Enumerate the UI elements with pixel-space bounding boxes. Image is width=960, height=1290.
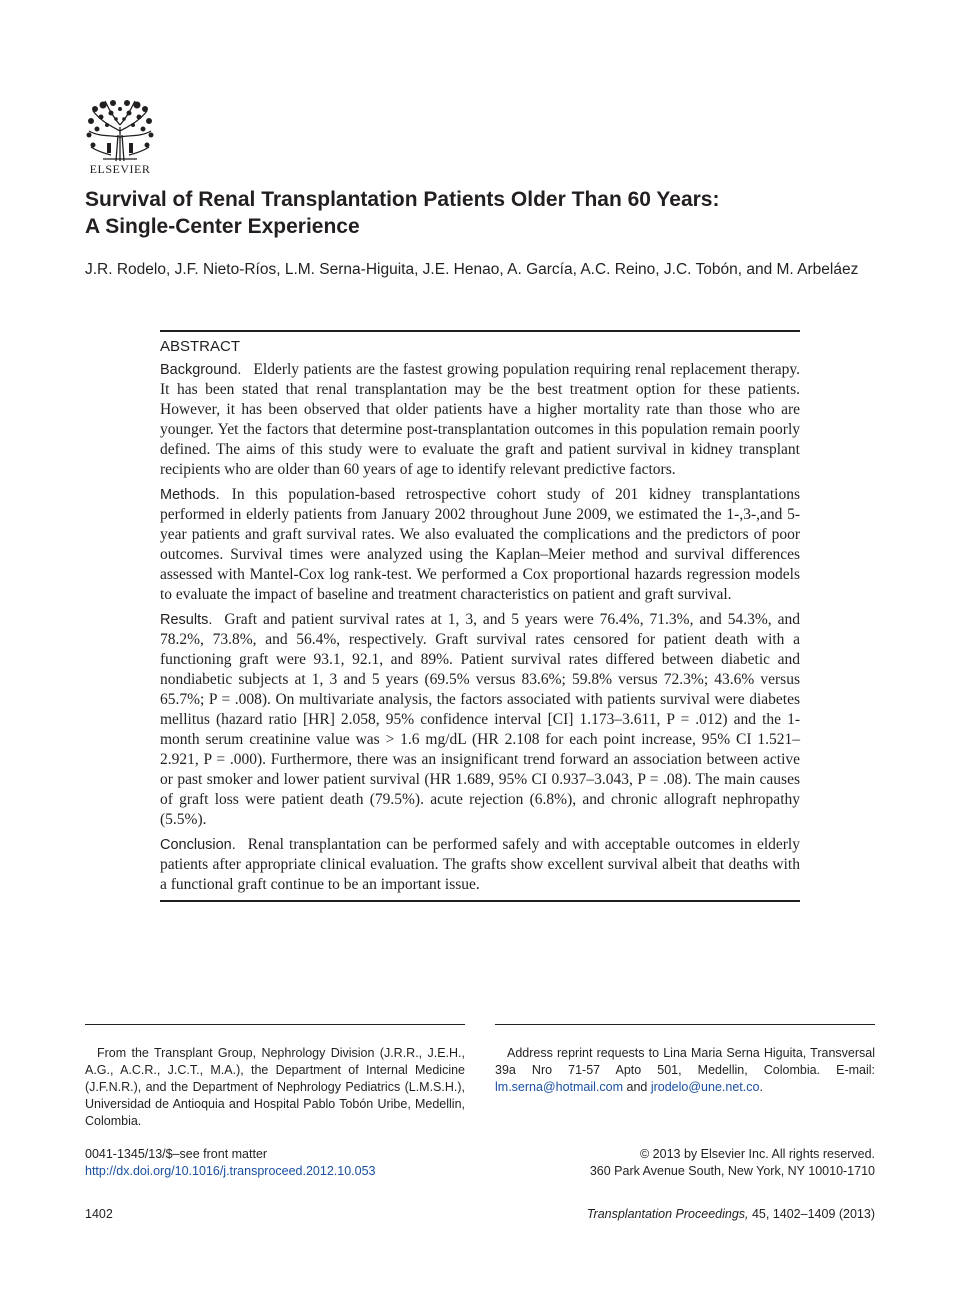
email-link[interactable]: lm.serna@hotmail.com — [495, 1080, 624, 1094]
author-list: J.R. Rodelo, J.F. Nieto-Ríos, L.M. Serna-Higuita, J.E. Henao, A. García, A.C. Reino, J.C. Tobón, and M. Arbeláez — [85, 261, 859, 278]
section-text: Elderly patients are the fastest growing population requiring renal replacement therapy. It has been stated that renal transplantation may be the best treatment option for these patients. However, it has been observed that older patients have a higher mortality rate than those who are younger. Yet the factors that determine post-transplantation outcomes in this population remain poorly defined. The aims of this study were to evaluate the graft and patient survival in kidney transplant recipients who are older than 60 years of age to identify relevant predictive factors. — [160, 361, 800, 478]
affiliation-footnote: From the Transplant Group, Nephrology Division (J.R.R., J.E.H., A.G., A.C.R., J.C.T., M.A.), the Department of Internal Medicine (J.F.N.R.), and the Department of Nephrology Pediatrics (L.M.S.H.), Universidad de Antioquia and Hospital Pablo Tobón Uribe, Medellin, Colombia. — [85, 1046, 465, 1128]
citation-details: 45, 1402–1409 (2013) — [748, 1207, 875, 1221]
journal-name: Transplantation Proceedings, — [586, 1207, 749, 1221]
abstract-results — [160, 610, 800, 830]
reprint-footnote — [495, 1045, 875, 1096]
article-title-line1: Survival of Renal Transplantation Patients Older Than 60 Years: — [85, 188, 720, 211]
and-text: and — [626, 1080, 648, 1094]
issn-line: 0041-1345/13/$–see front matter — [85, 1147, 268, 1161]
publisher-address: 360 Park Avenue South, New York, NY 10010-1710 — [589, 1164, 875, 1178]
section-label: Conclusion. — [160, 837, 236, 853]
page-number: 1402 — [85, 1207, 113, 1221]
elsevier-tree-icon — [83, 97, 157, 163]
footnote-rule-left — [85, 1024, 465, 1025]
footnote-rule-right — [495, 1024, 875, 1025]
copyright-line: © 2013 by Elsevier Inc. All rights reserved. — [639, 1147, 875, 1161]
section-label: Results. — [160, 612, 213, 628]
email-link[interactable]: jrodelo@une.net.co — [650, 1080, 760, 1094]
section-text: Graft and patient survival rates at 1, 3, and 5 years were 76.4%, 71.3%, and 54.3%, and 78.2%, 73.8%, and 56.4%, respectively. Graft survival rates censored for patient death with a functioning graft were 93.1, 92.1, and 89%. Patient survival rates differed between diabetic and nondiabetic subjects at 1, 3 and 5 years (69.5% versus 83.6%; 59.8% versus 72.3%; 43.6% versus 65.7%; P = .008). On multivariate analysis, the factors associated with patients survival were diabetes mellitus (hazard ratio [HR] 2.058, 95% confidence interval [CI] 1.173–3.611, P = .012) and the 1-month serum creatinine value was > 1.6 mg/dL (HR 2.108 for each point increase, 95% CI 1.521–2.921, P = .000). Furthermore, there was an insignificant trend forward an association between active or past smoker and lower patient survival (HR 1.689, 95% CI 0.937–3.043, P = .08). The main causes of graft loss were patient death (79.5%). acute rejection (6.8%), and chronic allograft nephropathy (5.5%). — [160, 611, 800, 828]
reprint-text: Address reprint requests to Lina Maria Serna Higuita, Transversal 39a Nro 71-57 Apto 501, Medellin, Colombia. E-mail: — [495, 1046, 875, 1077]
abstract-bottom-rule — [160, 900, 800, 902]
section-label: Background. — [160, 362, 242, 378]
journal-citation — [587, 1206, 875, 1223]
abstract-conclusion — [160, 835, 800, 895]
article-title — [85, 186, 845, 240]
abstract-methods — [160, 485, 800, 605]
article-title-line2: A Single-Center Experience — [85, 215, 360, 238]
abstract-top-rule — [160, 330, 800, 332]
elsevier-wordmark: ELSEVIER — [89, 162, 151, 176]
doi-link[interactable]: http://dx.doi.org/10.1016/j.transproceed.2012.10.053 — [85, 1164, 376, 1178]
section-text: Renal transplantation can be performed safely and with acceptable outcomes in elderly patients after appropriate clinical evaluation. The grafts show excellent survival albeit that deaths with a functional graft continue to be an important issue. — [160, 836, 800, 893]
section-text: In this population-based retrospective cohort study of 201 kidney transplantations performed in elderly patients from January 2002 throughout June 2009, we estimated the 1-,3-,and 5-year patients and graft survival rates. We also evaluated the complications and the predictors of poor outcomes. Survival times were analyzed using the Kaplan–Meier method and survival differences assessed with Mantel-Cox log rank-test. We performed a Cox proportional hazards regression models to evaluate the impact of baseline and treatment characteristics on patient and graft survival. — [160, 486, 800, 603]
period-text: . — [759, 1080, 763, 1094]
section-label: Methods. — [160, 487, 220, 503]
abstract-background — [160, 360, 800, 480]
abstract-heading: ABSTRACT — [160, 338, 241, 355]
abstract-box — [160, 330, 800, 902]
